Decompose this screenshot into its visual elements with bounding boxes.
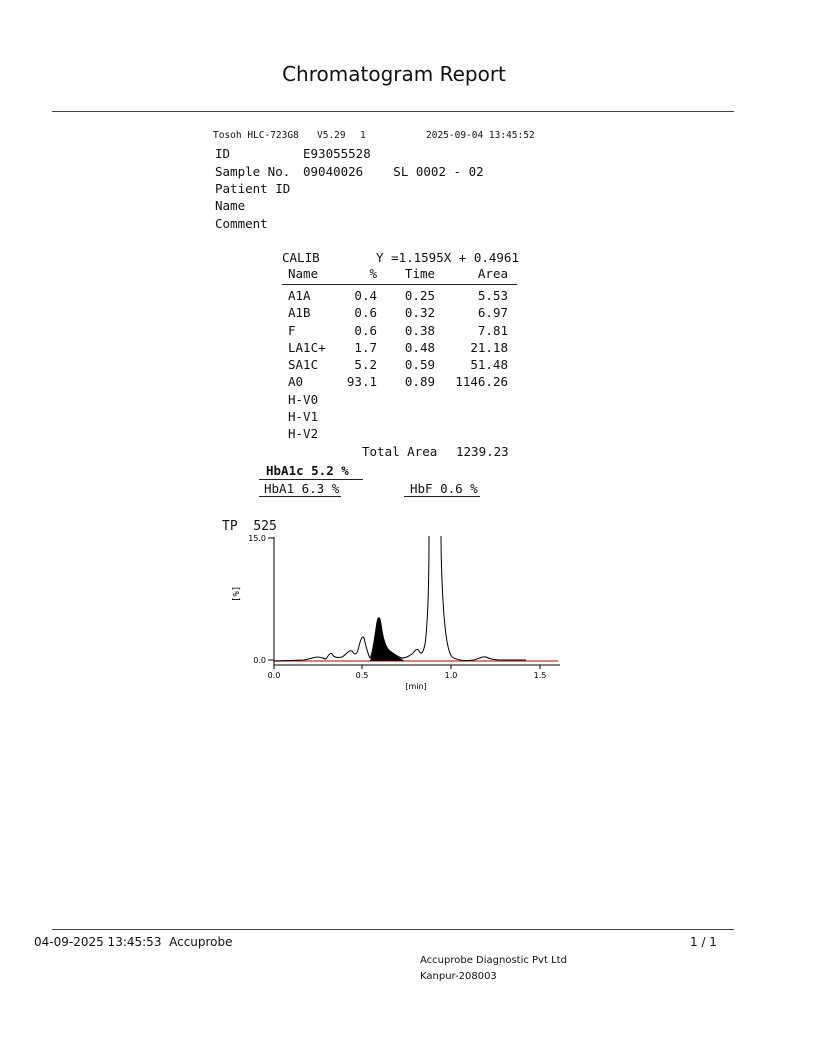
- company-name: Accuprobe Diagnostic Pvt Ltd: [420, 955, 567, 966]
- tp-value: 525: [253, 519, 277, 534]
- cell-pct: 93.1: [346, 374, 377, 390]
- company-address: Kanpur-208003: [420, 971, 497, 982]
- cell-name: H-V1: [288, 409, 319, 425]
- info-row-id: [215, 146, 371, 161]
- col-area: Area: [477, 266, 508, 281]
- instrument-version: V5.29: [317, 130, 346, 141]
- cell-time: 0.89: [404, 374, 435, 390]
- info-label: Patient ID: [215, 181, 291, 196]
- cell-name: A1B: [288, 305, 311, 321]
- footer-divider: [52, 929, 734, 930]
- y-tick-label: 0.0: [253, 656, 266, 665]
- total-area-label: Total Area: [362, 444, 438, 459]
- hba1-underline: [259, 496, 341, 497]
- table-row: [282, 305, 517, 322]
- cell-time: 0.38: [404, 322, 435, 338]
- chromatogram-plot: [220, 530, 570, 700]
- info-row-name: [215, 198, 303, 213]
- cell-name: H-V2: [288, 426, 319, 442]
- hbf-underline: [404, 496, 480, 497]
- table-row: [282, 340, 517, 357]
- info-row-sample: [215, 164, 484, 179]
- calib-label: CALIB: [282, 250, 320, 265]
- instrument-channel: 1: [360, 130, 366, 141]
- info-label: Sample No.: [215, 164, 291, 179]
- footer-left: [34, 935, 233, 949]
- print-datetime: 2025-09-04 13:45:52: [426, 130, 535, 141]
- cell-area: 6.97: [477, 305, 508, 321]
- cell-name: A0: [288, 374, 304, 390]
- cell-name: F: [288, 322, 296, 338]
- hba1c-result: HbA1c 5.2 %: [266, 463, 349, 478]
- cell-pct: 5.2: [354, 357, 377, 373]
- info-value: E93055528: [303, 146, 371, 161]
- info-label: Comment: [215, 216, 268, 231]
- cell-pct: 1.7: [354, 339, 377, 355]
- report-title: Chromatogram Report: [282, 62, 506, 86]
- cell-name: LA1C+: [288, 339, 326, 355]
- x-tick-label: 1.5: [533, 671, 547, 680]
- info-row-comment: [215, 216, 303, 231]
- hba1c-underline: [259, 479, 363, 480]
- table-row: [282, 426, 517, 443]
- page-number: 1 / 1: [690, 935, 717, 949]
- instrument-model: Tosoh HLC-723G8: [213, 130, 299, 141]
- cell-area: 5.53: [477, 288, 508, 303]
- tp-text: TP: [222, 519, 238, 534]
- hbf-result: HbF 0.6 %: [410, 481, 478, 496]
- cell-area: 51.48: [470, 357, 508, 373]
- table-row: [282, 357, 517, 374]
- table-header: [282, 266, 517, 285]
- col-pct: %: [369, 266, 377, 281]
- info-label: Name: [215, 198, 246, 213]
- x-tick-label: 1.0: [444, 671, 458, 680]
- footer-user: Accuprobe: [169, 935, 233, 949]
- cell-time: 0.25: [404, 288, 435, 303]
- info-label: ID: [215, 146, 231, 161]
- cell-name: H-V0: [288, 391, 319, 407]
- cell-name: A1A: [288, 288, 311, 303]
- total-area-value: 1239.23: [456, 444, 509, 459]
- sa1c-peak-fill: [370, 618, 404, 661]
- cell-time: 0.32: [404, 305, 435, 321]
- y-unit-label: [%]: [232, 585, 242, 602]
- hba1-result: HbA1 6.3 %: [264, 481, 340, 496]
- peak-table: [282, 266, 517, 444]
- table-row: [282, 323, 517, 340]
- cell-name: SA1C: [288, 357, 319, 373]
- cell-pct: 0.6: [354, 322, 377, 338]
- table-row: [282, 288, 517, 305]
- y-tick-label: 15.0: [248, 534, 266, 543]
- cell-area: 21.18: [470, 339, 508, 355]
- info-value: 09040026 SL 0002 - 02: [303, 164, 484, 179]
- cell-time: 0.59: [404, 357, 435, 373]
- cell-time: 0.48: [404, 339, 435, 355]
- col-name: Name: [288, 266, 319, 281]
- x-unit-label: [min]: [405, 682, 427, 691]
- chromatogram-trace: [274, 536, 526, 661]
- x-tick-label: 0.5: [355, 671, 369, 680]
- col-time: Time: [404, 266, 435, 281]
- x-tick-label: 0.0: [267, 671, 281, 680]
- cell-pct: 0.4: [354, 288, 377, 303]
- cell-pct: 0.6: [354, 305, 377, 321]
- table-row: [282, 392, 517, 409]
- calib-equation: Y =1.1595X + 0.4961: [376, 250, 519, 265]
- cell-area: 1146.26: [455, 374, 508, 390]
- cell-area: 7.81: [477, 322, 508, 338]
- footer-datetime: 04-09-2025 13:45:53: [34, 935, 162, 949]
- table-row: [282, 374, 517, 391]
- header-divider: [52, 111, 734, 112]
- info-row-patient: [215, 181, 303, 196]
- table-row: [282, 409, 517, 426]
